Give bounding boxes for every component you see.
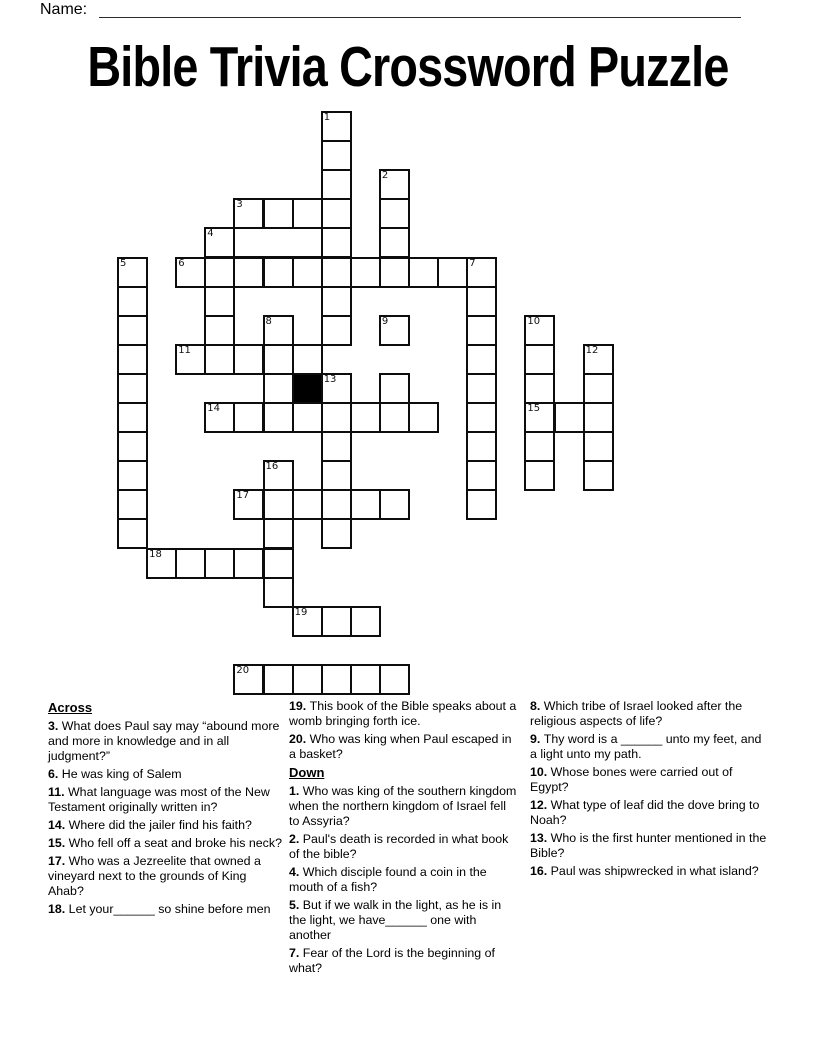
grid-cell[interactable]: [321, 460, 352, 491]
clue-18: [48, 902, 284, 917]
grid-cell[interactable]: [321, 198, 352, 229]
clue-11: [48, 785, 284, 815]
grid-cell[interactable]: [117, 402, 148, 433]
grid-cell[interactable]: [263, 548, 294, 579]
grid-cell[interactable]: [350, 606, 381, 637]
clue-text: What does Paul say may “abound more and more in knowledge and in all judgment?”: [48, 719, 280, 763]
grid-cell-18[interactable]: [146, 548, 177, 579]
clue-19: [289, 699, 517, 729]
grid-cell-7[interactable]: [466, 257, 497, 288]
grid-cell[interactable]: [204, 315, 235, 346]
page-title: Bible Trivia Crossword Puzzle: [87, 35, 729, 99]
clue-number: 1.: [289, 784, 303, 798]
clue-14: [48, 818, 284, 833]
clue-text: This book of the Bible speaks about a womb bringing forth ice.: [289, 699, 517, 728]
clue-number: 19.: [289, 699, 310, 713]
grid-cell[interactable]: [117, 431, 148, 462]
grid-cell[interactable]: [408, 257, 439, 288]
clue-column-2: [289, 699, 517, 979]
grid-cell[interactable]: [117, 286, 148, 317]
grid-cell[interactable]: [233, 257, 264, 288]
grid-cell-17[interactable]: [233, 489, 264, 520]
grid-cell[interactable]: [321, 227, 352, 258]
clue-20: [289, 732, 517, 762]
clue-number: 7.: [289, 946, 303, 960]
grid-cell-10[interactable]: [524, 315, 555, 346]
grid-cell[interactable]: [379, 227, 410, 258]
grid-cell[interactable]: [117, 373, 148, 404]
grid-cell[interactable]: [117, 518, 148, 549]
grid-cell[interactable]: [583, 402, 614, 433]
cell-number: 7: [469, 257, 476, 269]
clue-number: 17.: [48, 854, 69, 868]
grid-cell-13[interactable]: [321, 373, 352, 404]
grid-cell[interactable]: [292, 664, 323, 695]
clue-column-1: [48, 699, 284, 920]
grid-cell[interactable]: [175, 548, 206, 579]
grid-cell[interactable]: [466, 489, 497, 520]
grid-cell-5[interactable]: [117, 257, 148, 288]
clue-number: 10.: [530, 765, 551, 779]
grid-cell[interactable]: [408, 402, 439, 433]
down-heading: Down: [289, 765, 325, 780]
clue-text: Thy word is a ______ unto my feet, and a light unto my path.: [530, 732, 762, 761]
clue-number: 5.: [289, 898, 303, 912]
cell-number: 6: [178, 257, 185, 269]
clue-text: Who was a Jezreelite that owned a vineyard next to the grounds of King Ahab?: [48, 854, 261, 898]
grid-cell[interactable]: [321, 315, 352, 346]
cell-number: 5: [120, 257, 127, 269]
across-heading: Across: [48, 700, 93, 715]
clue-number: 4.: [289, 865, 303, 879]
clue-5: [289, 898, 517, 943]
grid-cell[interactable]: [263, 664, 294, 695]
cell-number: 13: [323, 373, 337, 385]
clue-number: 15.: [48, 836, 69, 850]
grid-cell[interactable]: [292, 489, 323, 520]
grid-cell[interactable]: [321, 431, 352, 462]
clue-7: [289, 946, 517, 976]
grid-cell-1[interactable]: [321, 111, 352, 142]
grid-cell[interactable]: [466, 460, 497, 491]
clue-text: Let your______ so shine before men: [68, 902, 271, 916]
clue-text: But if we walk in the light, as he is in the light, we have______ one with another: [289, 898, 502, 942]
clue-9: [530, 732, 768, 762]
clue-number: 16.: [530, 864, 551, 878]
clue-text: Paul was shipwrecked in what island?: [550, 864, 759, 878]
clue-text: Who fell off a seat and broke his neck?: [68, 836, 282, 850]
grid-cell[interactable]: [263, 577, 294, 608]
clue-text: What type of leaf did the dove bring to Noah?: [530, 798, 760, 827]
grid-cell[interactable]: [379, 664, 410, 695]
clue-17: [48, 854, 284, 899]
clue-text: Paul's death is recorded in what book of the bible?: [289, 832, 509, 861]
grid-cell[interactable]: [554, 402, 585, 433]
grid-cell[interactable]: [233, 548, 264, 579]
grid-cell-11[interactable]: [175, 344, 206, 375]
cell-number: 4: [207, 228, 214, 240]
grid-cell[interactable]: [117, 489, 148, 520]
grid-cell[interactable]: [292, 198, 323, 229]
clue-text: Which tribe of Israel looked after the religious aspects of life?: [530, 699, 743, 728]
clue-16: [530, 864, 768, 879]
clue-number: 14.: [48, 818, 69, 832]
cell-number: 9: [381, 315, 389, 327]
clue-15: [48, 836, 284, 851]
grid-cell[interactable]: [350, 402, 381, 433]
black-cell: [292, 373, 323, 404]
grid-cell[interactable]: [263, 518, 294, 549]
grid-cell[interactable]: [583, 373, 614, 404]
grid-cell-8[interactable]: [263, 315, 294, 346]
clue-10: [530, 765, 768, 795]
grid-cell[interactable]: [524, 460, 555, 491]
clue-text: Who is the first hunter mentioned in the Bible?: [530, 831, 767, 860]
grid-cell[interactable]: [350, 489, 381, 520]
clue-6: [48, 767, 284, 782]
grid-cell[interactable]: [466, 315, 497, 346]
clue-number: 9.: [530, 732, 544, 746]
grid-cell-12[interactable]: [583, 344, 614, 375]
grid-cell[interactable]: [379, 373, 410, 404]
cell-number: 1: [323, 112, 331, 123]
grid-cell[interactable]: [233, 344, 264, 375]
clue-1: [289, 784, 517, 829]
grid-cell[interactable]: [263, 402, 294, 433]
grid-cell[interactable]: [263, 489, 294, 520]
grid-cell[interactable]: [524, 373, 555, 404]
grid-cell-3[interactable]: [233, 198, 264, 229]
clue-text: What language was most of the New Testament originally written in?: [48, 785, 270, 814]
cell-number: 3: [236, 199, 243, 211]
grid-cell[interactable]: [379, 257, 410, 288]
grid-cell[interactable]: [204, 344, 235, 375]
grid-cell[interactable]: [466, 373, 497, 404]
grid-cell-6[interactable]: [175, 257, 206, 288]
grid-cell[interactable]: [437, 257, 468, 288]
grid-cell[interactable]: [350, 664, 381, 695]
cell-number: 16: [265, 461, 279, 473]
grid-cell[interactable]: [321, 606, 352, 637]
grid-cell[interactable]: [583, 431, 614, 462]
cell-number: 11: [178, 344, 191, 356]
clue-number: 8.: [530, 699, 544, 713]
grid-cell[interactable]: [321, 489, 352, 520]
clue-column-3: [530, 699, 768, 882]
clue-text: Fear of the Lord is the beginning of what?: [289, 946, 495, 975]
grid-cell[interactable]: [263, 257, 294, 288]
clue-text: Where did the jailer find his faith?: [68, 818, 252, 832]
cell-number: 20: [236, 664, 250, 676]
cell-number: 10: [527, 315, 541, 327]
cell-number: 15: [527, 403, 541, 414]
grid-cell-2[interactable]: [379, 169, 410, 200]
grid-cell-14[interactable]: [204, 402, 235, 433]
clue-13: [530, 831, 768, 861]
grid-cell[interactable]: [321, 518, 352, 549]
cell-number: 14: [207, 403, 221, 414]
grid-cell-20[interactable]: [233, 664, 264, 695]
clue-8: [530, 699, 768, 729]
cell-number: 17: [236, 490, 250, 502]
grid-cell[interactable]: [466, 344, 497, 375]
grid-cell[interactable]: [117, 315, 148, 346]
grid-cell[interactable]: [263, 344, 294, 375]
clue-text: Who was king when Paul escaped in a basket?: [289, 732, 512, 761]
clue-3: [48, 719, 284, 764]
grid-cell[interactable]: [583, 460, 614, 491]
grid-cell[interactable]: [117, 460, 148, 491]
grid-cell[interactable]: [321, 169, 352, 200]
cell-number: 18: [149, 548, 162, 560]
grid-cell[interactable]: [321, 140, 352, 171]
grid-cell-16[interactable]: [263, 460, 294, 491]
grid-cell[interactable]: [524, 344, 555, 375]
grid-cell[interactable]: [204, 286, 235, 317]
grid-cell[interactable]: [321, 257, 352, 288]
clue-number: 13.: [530, 831, 551, 845]
grid-cell[interactable]: [379, 402, 410, 433]
clue-text: Whose bones were carried out of Egypt?: [530, 765, 733, 794]
grid-cell[interactable]: [292, 344, 323, 375]
grid-cell-19[interactable]: [292, 606, 323, 637]
clue-text: Which disciple found a coin in the mouth of a fish?: [289, 865, 487, 894]
cell-number: 8: [265, 315, 272, 327]
cell-number: 12: [585, 344, 599, 356]
clue-number: 11.: [48, 785, 68, 799]
cell-number: 2: [381, 170, 389, 182]
merged-cell[interactable]: [233, 227, 322, 258]
grid-cell[interactable]: [466, 286, 497, 317]
grid-cell[interactable]: [321, 402, 352, 433]
clue-number: 3.: [48, 719, 62, 733]
grid-cell[interactable]: [263, 198, 294, 229]
grid-cell[interactable]: [466, 402, 497, 433]
clue-number: 12.: [530, 798, 551, 812]
clue-2: [289, 832, 517, 862]
grid-cell[interactable]: [379, 198, 410, 229]
grid-cell[interactable]: [263, 373, 294, 404]
clue-12: [530, 798, 768, 828]
grid-cell[interactable]: [204, 257, 235, 288]
grid-cell[interactable]: [466, 431, 497, 462]
grid-cell[interactable]: [321, 664, 352, 695]
clue-text: He was king of Salem: [61, 767, 182, 781]
clue-number: 18.: [48, 902, 69, 916]
cell-number: 19: [294, 606, 308, 618]
grid-cell[interactable]: [321, 286, 352, 317]
grid-cell[interactable]: [350, 257, 381, 288]
clue-text: Who was king of the southern kingdom when the northern kingdom of Israel fell to Assyria?: [289, 784, 517, 828]
grid-cell-9[interactable]: [379, 315, 410, 346]
clue-number: 2.: [289, 832, 303, 846]
grid-cell[interactable]: [292, 402, 323, 433]
clue-number: 6.: [48, 767, 62, 781]
grid-cell[interactable]: [117, 344, 148, 375]
grid-cell[interactable]: [524, 431, 555, 462]
grid-cell-15[interactable]: [524, 402, 555, 433]
grid-cell-4[interactable]: [204, 227, 235, 258]
grid-cell[interactable]: [204, 548, 235, 579]
grid-cell[interactable]: [379, 489, 410, 520]
clue-number: 20.: [289, 732, 310, 746]
grid-cell[interactable]: [292, 257, 323, 288]
clue-4: [289, 865, 517, 895]
name-label: Name:: [40, 1, 88, 18]
grid-cell[interactable]: [233, 402, 264, 433]
